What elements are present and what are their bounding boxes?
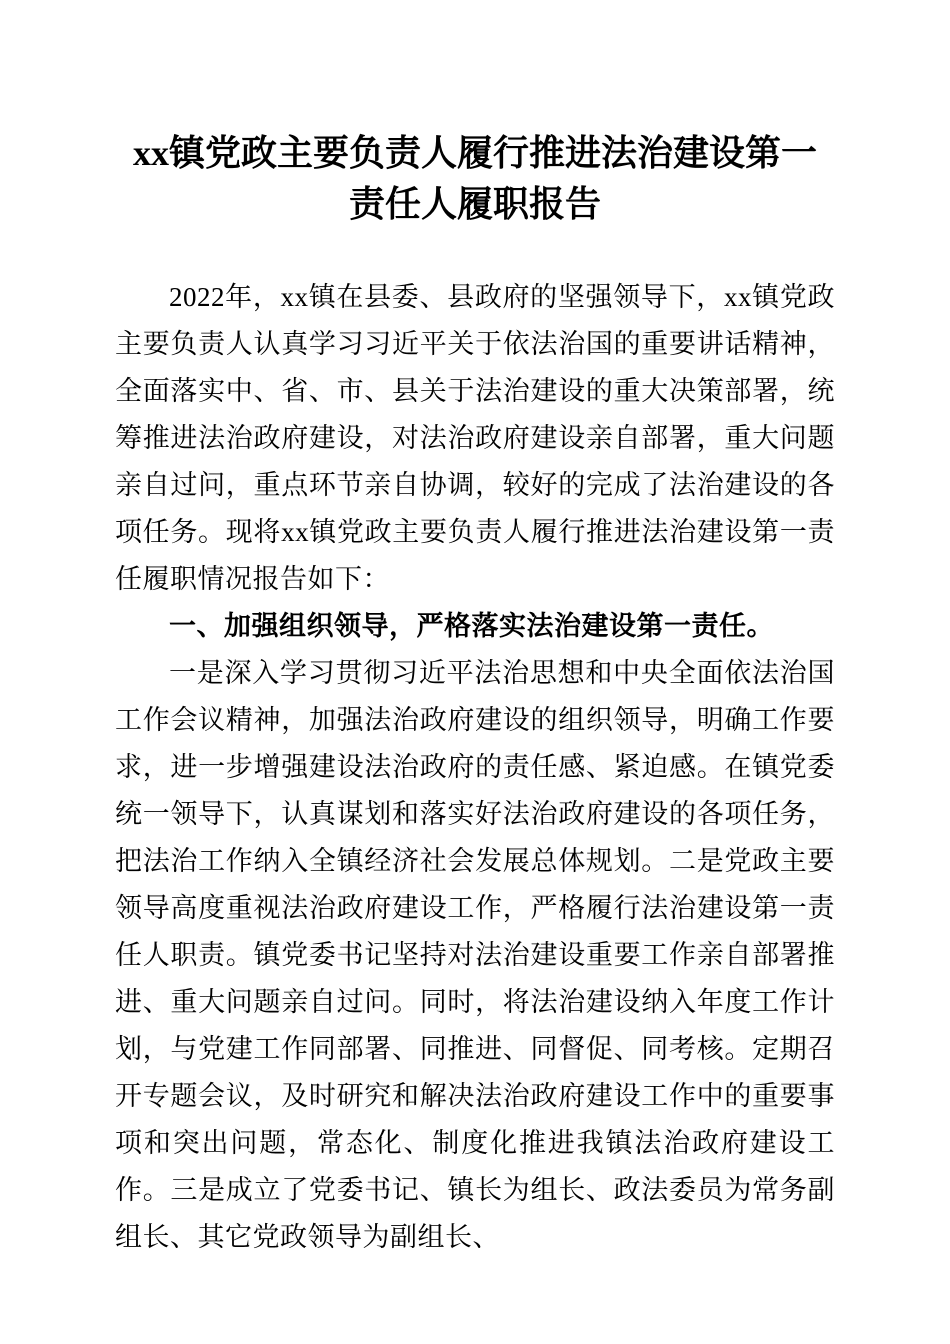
document-title-line-1: xx镇党政主要负责人履行推进法治建设第一	[132, 133, 817, 173]
intro-paragraph: 2022年，xx镇在县委、县政府的坚强领导下，xx镇党政主要负责人认真学习习近平关于依法治国的重要讲话精神，全面落实中、省、市、县关于法治建设的重大决策部署，统筹推进法治政府建设，对法治政府建设亲自部署，重大问题亲自过问，重点环节亲自协调，较好的完成了法治建设的各项任务。现将xx镇党政主要负责人履行推进法治建设第一责任履职情况报告如下：	[115, 282, 835, 595]
document-title-line-2: 责任人履职报告	[348, 184, 601, 225]
section-heading-1: 一、加强组织领导，严格落实法治建设第一责任。	[169, 611, 774, 642]
body-paragraph-1: 一是深入学习贯彻习近平法治思想和中央全面依法治国工作会议精神，加强法治政府建设的组织领导，明确工作要求，进一步增强建设法治政府的责任感、紧迫感。在镇党委统一领导下，认真谋划和落实好法治政府建设的各项任务，把法治工作纳入全镇经济社会发展总体规划。二是党政主要领导高度重视法治政府建设工作，严格履行法治建设第一责任人职责。镇党委书记坚持对法治建设重要工作亲自部署推进、重大问题亲自过问。同时，将法治建设纳入年度工作计划，与党建工作同部署、同推进、同督促、同考核。定期召开专题会议，及时研究和解决法治政府建设工作中的重要事项和突出问题，常态化、制度化推进我镇法治政府建设工作。三是成立了党委书记、镇长为组长、政法委员为常务副组长、其它党政领导为副组长、	[115, 658, 835, 1253]
document-title	[115, 128, 835, 230]
